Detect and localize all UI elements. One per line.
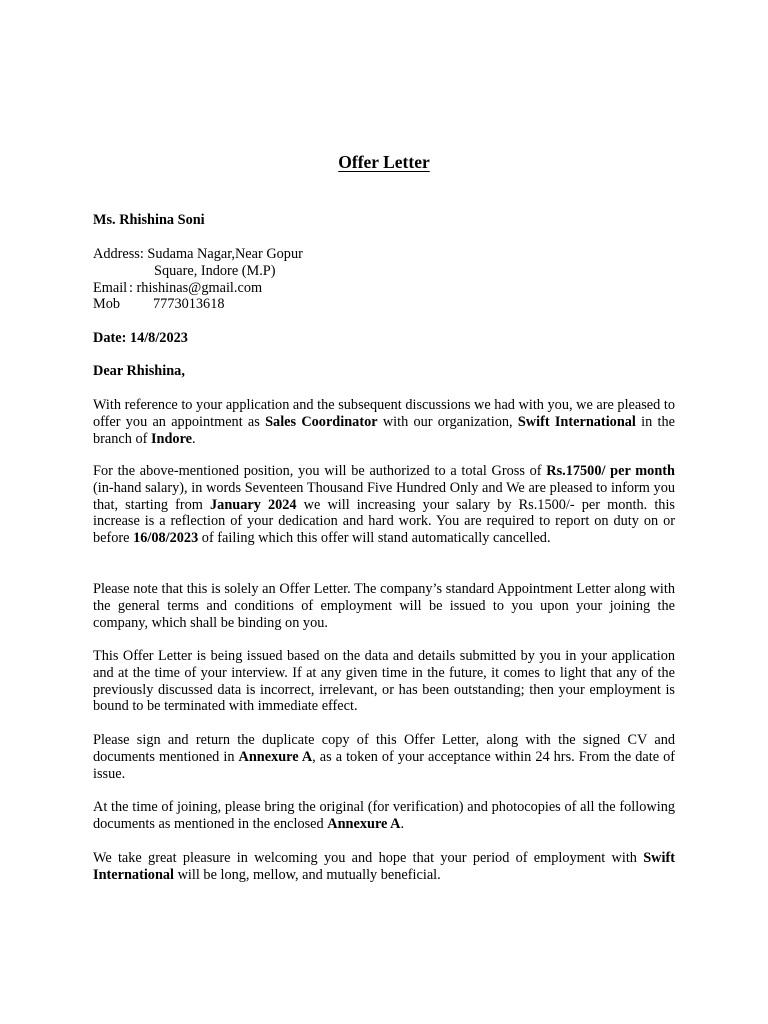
salutation: [93, 363, 675, 380]
branch-name: Indore: [150, 430, 193, 447]
paragraph-appointment: [93, 397, 675, 447]
position-title: Sales Coordinator: [265, 413, 378, 430]
address-value-1: Sudama Nagar,Near Gopur: [147, 246, 303, 262]
para6-text-2: .: [400, 815, 405, 832]
para7-text-1: We take great pleasure in welcoming you and hope that your period of employment with: [93, 850, 644, 866]
mob-value: 7773013618: [153, 296, 225, 313]
para5-text-2: , as a token of your acceptance within 24 hrs. From the date of issue.: [93, 748, 675, 782]
recipient-name: [93, 212, 675, 229]
para4-text: This Offer Letter is being issued based on the data and details submitted by you in your application and at the time of your interview. If at any given time in the future, it comes to light that any of the previously discussed data is incorrect, irrelevant, or has been outstanding; then your employment is bound to be terminated with immediate effect.: [93, 648, 675, 715]
address-value-2: Square, Indore (M.P): [154, 262, 276, 279]
company-name: Swift International: [517, 413, 636, 430]
para6-text-1: At the time of joining, please bring the original (for verification) and photocopies of all the following documents as mentioned in the enclosed: [93, 799, 675, 832]
mob-line: [93, 296, 675, 313]
paragraph-data-verification: [93, 648, 675, 715]
para2-text-3: we will increasing your salary by Rs.1500/- per month. this increase is a reflection of your dedication and hard work. You are required to report on duty on or before: [93, 496, 675, 547]
email-value: : rhishinas@gmail.com: [129, 279, 263, 296]
recipient-contact: [93, 246, 675, 313]
para7-text-2: will be long, mellow, and mutually beneficial.: [174, 866, 441, 883]
page-title: Offer Letter: [338, 152, 430, 172]
para1-text-3: in the branch of: [93, 413, 675, 447]
recipient-name-text: Ms. Rhishina Soni: [93, 212, 205, 228]
mob-label: Mob: [93, 296, 121, 313]
letter-page: [93, 0, 675, 1024]
para1-text-4: .: [192, 430, 196, 447]
annexure-ref-1: Annexure A: [238, 748, 313, 765]
paragraph-documents: [93, 799, 675, 833]
paragraph-salary: [93, 463, 675, 547]
para2-text-1: For the above-mentioned position, you will be authorized to a total Gross of: [93, 463, 547, 479]
paragraph-sign-return: [93, 732, 675, 782]
address-label: Address:: [93, 246, 144, 262]
salutation-text: Dear Rhishina,: [93, 363, 185, 379]
report-date: 16/08/2023: [133, 530, 199, 547]
annexure-ref-2: Annexure A: [327, 815, 401, 832]
para1-text-1: With reference to your application and the subsequent discussions we had with you, we are pleased to offer you an appointment as: [93, 397, 675, 430]
para2-text-2: (in-hand salary), in words Seventeen Thousand Five Hundred Only and We are pleased to inform you that, starting from: [93, 479, 675, 513]
address-line-1: [93, 246, 675, 263]
increment-start: January 2024: [210, 496, 297, 513]
paragraph-welcome: [93, 850, 675, 884]
para1-text-2: with our organization,: [377, 413, 518, 430]
email-label: Email: [93, 279, 128, 296]
company-name-closing: Swift International: [93, 850, 675, 883]
letter-date: [93, 330, 675, 347]
letter-date-text: Date: 14/8/2023: [93, 330, 188, 346]
paragraph-offer-note: [93, 581, 675, 631]
email-line: [93, 280, 675, 297]
address-line-2: [93, 263, 675, 280]
para2-text-4: of failing which this offer will stand automatically cancelled.: [198, 530, 551, 547]
para5-text-1: Please sign and return the duplicate copy of this Offer Letter, along with the signed CV and documents mentioned in: [93, 732, 675, 765]
para3-text: Please note that this is solely an Offer Letter. The company’s standard Appointment Letter along with the general terms and conditions of employment will be issued to you upon your joining the company, which shall be binding on you.: [93, 581, 675, 631]
salary-amount: Rs.17500/ per month: [546, 463, 675, 479]
